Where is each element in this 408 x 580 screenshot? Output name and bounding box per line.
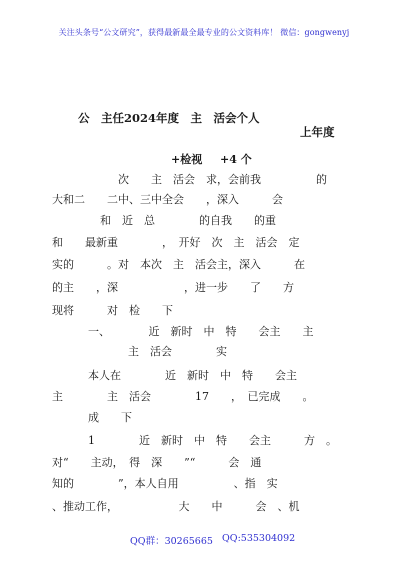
section-heading-cont: 主 活会 实 — [128, 345, 227, 358]
footer-qq: QQ:535304092 — [222, 533, 296, 544]
body-line: 的主 ，深 ，进一步 了 方 — [52, 281, 294, 294]
sub-heading: 1 近 新时 中 特 会主 方 。 — [88, 434, 337, 447]
body-line: 本人在 近 新时 中 特 会主 — [88, 369, 297, 382]
document-title — [0, 96, 408, 152]
body-line: 主 主 活会 17 ， 已完成 。 — [52, 390, 314, 403]
footer-qq-group: QQ群：30265665 — [130, 536, 213, 547]
body-line: 、推动工作， 大 中 会 、机 — [52, 500, 300, 513]
body-line: 成 下 — [88, 411, 132, 424]
body-line: 大和二 二中、三中全会 ，深入 会 — [52, 193, 283, 206]
title-suffix: 上年度 — [300, 125, 335, 139]
header-promo-text: 关注头条号“公文研究”，获得最新最全最专业的公文资料库！ 微信：gongwenyj — [58, 28, 350, 37]
section-heading: 一、 近 新时 中 特 会主 主 — [88, 325, 314, 338]
subtitle-left: +检视 — [171, 153, 203, 166]
body-line: 次 主 活会 求，会前我 的 — [118, 173, 327, 186]
title-main: 公 主任2024年度 主 活会个人 — [78, 111, 260, 125]
body-line: 实的 。对 本次 主 活会主，深入 在 — [52, 258, 305, 271]
body-line: 和 最新重 ， 开好 次 主 活会 定 — [52, 236, 300, 249]
body-line: 知的 ”，本人自用 、指 实 — [52, 477, 278, 490]
body-line: 现将 对 检 下 — [52, 304, 173, 317]
body-line: 对“ 主动， 得 深 ”“ 会 通 — [52, 456, 262, 469]
body-line: 和 近 总 的自我 的重 — [100, 214, 276, 227]
subtitle-right: +4 个 — [220, 153, 252, 166]
